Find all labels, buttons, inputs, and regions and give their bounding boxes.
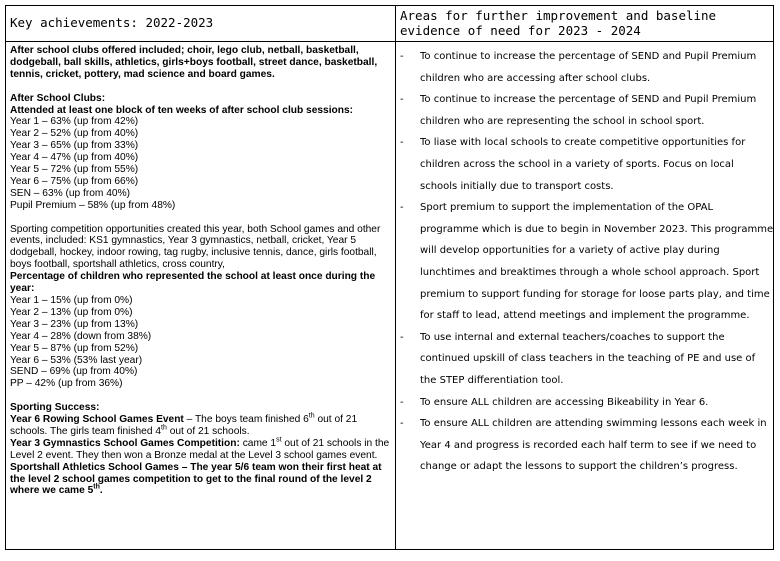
- right-column-title: Areas for further improvement and baseline evidence of need for 2023 - 2024: [400, 8, 717, 38]
- stat-line: SEN – 63% (up from 40%): [10, 187, 131, 199]
- column-divider: [395, 6, 396, 549]
- list-item: - To ensure ALL children are attending swimming lessons each week in Year 4 and progress is recorded each half term to see if we need to change or adapt the lessons to support the children’s progress.: [400, 418, 767, 473]
- key-achievements-column: [10, 45, 392, 497]
- gymnastics-result: Year 3 Gymnastics School Games Competition: came 1st out of 21 schools in the Level 2 event. They then won a Bronze medal at the Level 3 school games event.: [10, 436, 390, 461]
- stat-line: Year 2 – 13% (up from 0%): [10, 306, 133, 318]
- stat-line: Year 5 – 72% (up from 55%): [10, 164, 139, 176]
- sportshall-result: Sportshall Athletics School Games – The year 5/6 team won their first heat at the level 2 school games competition to get to the final round of the level 2 where we came 5th.: [10, 461, 382, 497]
- stat-line: Year 1 – 63% (up from 42%): [10, 116, 139, 128]
- stat-line: Year 6 – 75% (up from 66%): [10, 175, 139, 187]
- rowing-result: Year 6 Rowing School Games Event – The boys team finished 6th out of 21 schools. The girls team finished 4th out of 21 schools.: [10, 412, 358, 437]
- list-item: - To liase with local schools to create competitive opportunities for children across the school in a variety of sports. Focus on local schools initially due to transport costs.: [400, 137, 746, 192]
- stat-line: Year 4 – 47% (up from 40%): [10, 152, 139, 164]
- list-item: - Sport premium to support the implementation of the OPAL programme which is due to begin in November 2023. This programme will develop opportunities for a variety of active play during lunchtimes and breaktimes through a whole school approach. Sport premium to support funding for storage for loose parts play, and time for staff to lead, attend meetings and implement the programme.: [400, 202, 774, 322]
- list-item: - To continue to increase the percentage of SEND and Pupil Premium children who are accessing after school clubs.: [400, 51, 757, 84]
- clubs-heading: After School Clubs:: [10, 92, 106, 104]
- stat-line: Year 6 – 53% (53% last year): [10, 354, 143, 366]
- stat-line: SEND – 69% (up from 40%): [10, 366, 138, 378]
- stat-line: Year 5 – 87% (up from 52%): [10, 342, 139, 354]
- stat-line: Year 3 – 65% (up from 33%): [10, 140, 139, 152]
- stat-line: Year 4 – 28% (down from 38%): [10, 330, 152, 342]
- success-heading: Sporting Success:: [10, 402, 100, 414]
- header-divider-right: [395, 41, 773, 42]
- list-item: - To use internal and external teachers/coaches to support the continued upskill of class teachers in the teaching of PE and use of the STEP differentiation tool.: [400, 331, 756, 386]
- list-item: - To continue to increase the percentage of SEND and Pupil Premium children who are representing the school in school sport.: [400, 94, 757, 127]
- clubs-subheading: Attended at least one block of ten weeks of after school club sessions:: [10, 104, 354, 116]
- header-divider-left: [6, 41, 395, 42]
- represent-heading: Percentage of children who represented the school at least once during the year:: [10, 271, 376, 295]
- stat-line: Pupil Premium – 58% (up from 48%): [10, 199, 176, 211]
- achievements-table: [5, 5, 774, 550]
- stat-line: PP – 42% (up from 36%): [10, 378, 123, 390]
- clubs-intro: After school clubs offered included; choir, lego club, netball, basketball, dodgeball, ball skills, athletics, girls+boys football, street dance, basketball, tennis, cricket, pottery, mad science and board games.: [10, 45, 378, 80]
- rowing-event: Year 6 Rowing School Games Event: [10, 414, 184, 426]
- gymnastics-event: Year 3 Gymnastics School Games Competition:: [10, 437, 240, 449]
- stat-line: Year 3 – 23% (up from 13%): [10, 318, 139, 330]
- stat-line: Year 1 – 15% (up from 0%): [10, 295, 133, 306]
- left-column-title: Key achievements: 2022-2023: [10, 15, 214, 30]
- improvement-areas-column: [398, 46, 774, 478]
- list-item: - To ensure ALL children are accessing Bikeability in Year 6.: [400, 396, 709, 408]
- stat-line: Year 2 – 52% (up from 40%): [10, 128, 139, 140]
- competition-intro: Sporting competition opportunities created this year, both School games and other events, included: KS1 gymnastics, Year 3 gymnastics, netball, cricket, Year 5 dodgeball, hockey, indoor rowing, tag rugby, inclusive tennis, dance, girls football, boys football, sportshall athletics, cross country,: [10, 223, 381, 271]
